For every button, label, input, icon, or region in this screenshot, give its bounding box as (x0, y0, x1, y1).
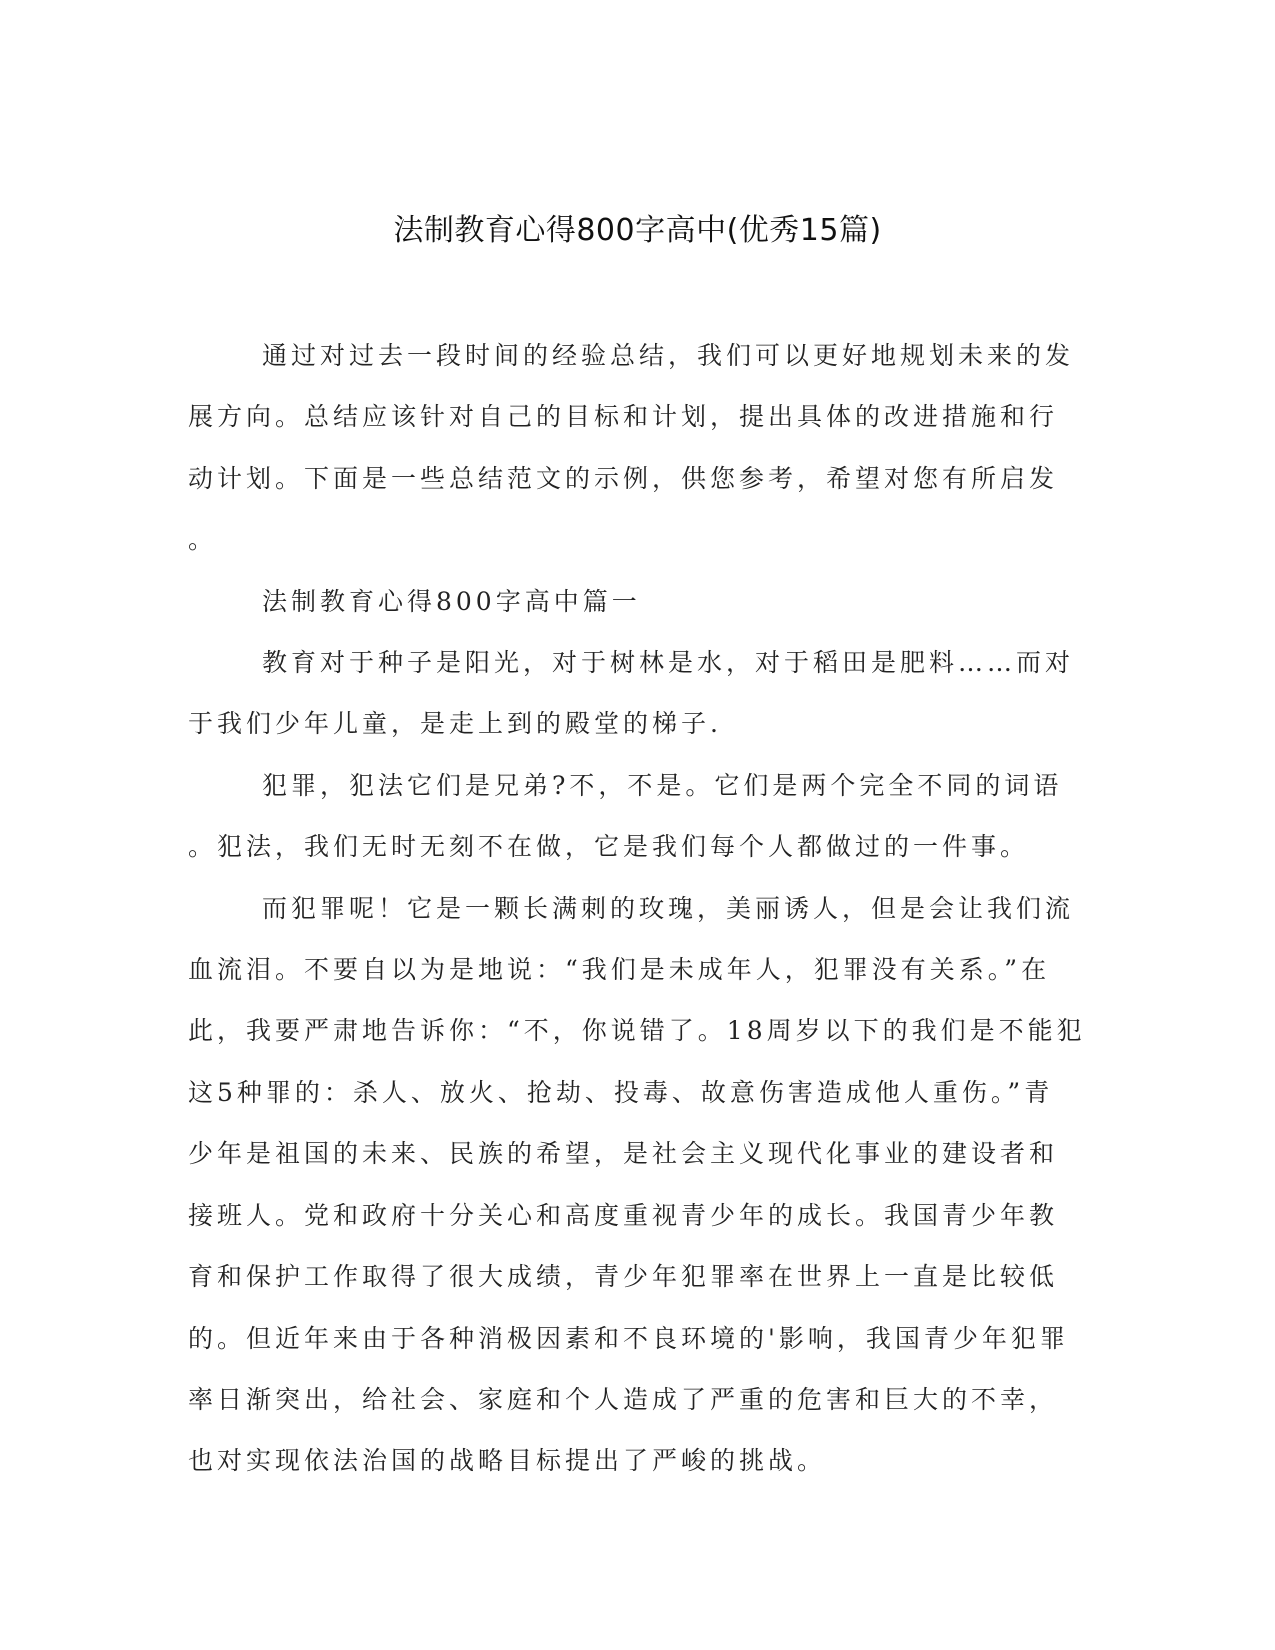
text-line: 接班人。党和政府十分关心和高度重视青少年的成长。我国青少年教 (188, 1200, 1059, 1230)
text-line: 而犯罪呢！它是一颗长满刺的玫瑰，美丽诱人，但是会让我们流 (262, 893, 1075, 923)
text-line: 展方向。总结应该针对自己的目标和计划，提出具体的改进措施和行 (188, 402, 1059, 432)
text-line: 法制教育心得800字高中篇一 (262, 586, 641, 616)
text-line: 血流泪。不要自以为是地说：“我们是未成年人，犯罪没有关系。”在 (188, 955, 1051, 985)
section-heading (188, 571, 1088, 632)
text-line: 动计划。下面是一些总结范文的示例，供您参考，希望对您有所启发 (188, 463, 1059, 493)
text-line: 于我们少年儿童，是走上到的殿堂的梯子. (188, 709, 722, 739)
text-line: 的。但近年来由于各种消极因素和不良环境的'影响，我国青少年犯罪 (188, 1323, 1069, 1353)
document-title: 法制教育心得800字高中(优秀15篇) (393, 213, 882, 248)
text-line: 。 (188, 525, 218, 555)
document-body (188, 325, 1088, 1492)
text-line: 这5种罪的：杀人、放火、抢劫、投毒、故意伤害造成他人重伤。”青 (188, 1077, 1054, 1107)
text-line: 率日渐突出，给社会、家庭和个人造成了严重的危害和巨大的不幸， (188, 1384, 1059, 1414)
text-line: 也对实现依法治国的战略目标提出了严峻的挑战。 (188, 1446, 827, 1476)
text-line: 。犯法，我们无时无刻不在做，它是我们每个人都做过的一件事。 (188, 832, 1030, 862)
paragraph-education (188, 632, 1088, 755)
text-line: 犯罪，犯法它们是兄弟?不，不是。它们是两个完全不同的词语 (262, 770, 1063, 800)
text-line: 通过对过去一段时间的经验总结，我们可以更好地规划未来的发 (262, 341, 1075, 370)
text-line: 少年是祖国的未来、民族的希望，是社会主义现代化事业的建设者和 (188, 1139, 1059, 1169)
paragraph-youth-crime (188, 878, 1088, 1492)
paragraph-intro (188, 325, 1088, 571)
text-line: 此，我要严肃地告诉你：“不，你说错了。18周岁以下的我们是不能犯 (188, 1016, 1086, 1046)
text-line: 教育对于种子是阳光，对于树林是水，对于稻田是肥料……而对 (262, 648, 1075, 678)
paragraph-crime-vs-law (188, 755, 1088, 878)
text-line: 育和保护工作取得了很大成绩，青少年犯罪率在世界上一直是比较低 (188, 1262, 1059, 1292)
